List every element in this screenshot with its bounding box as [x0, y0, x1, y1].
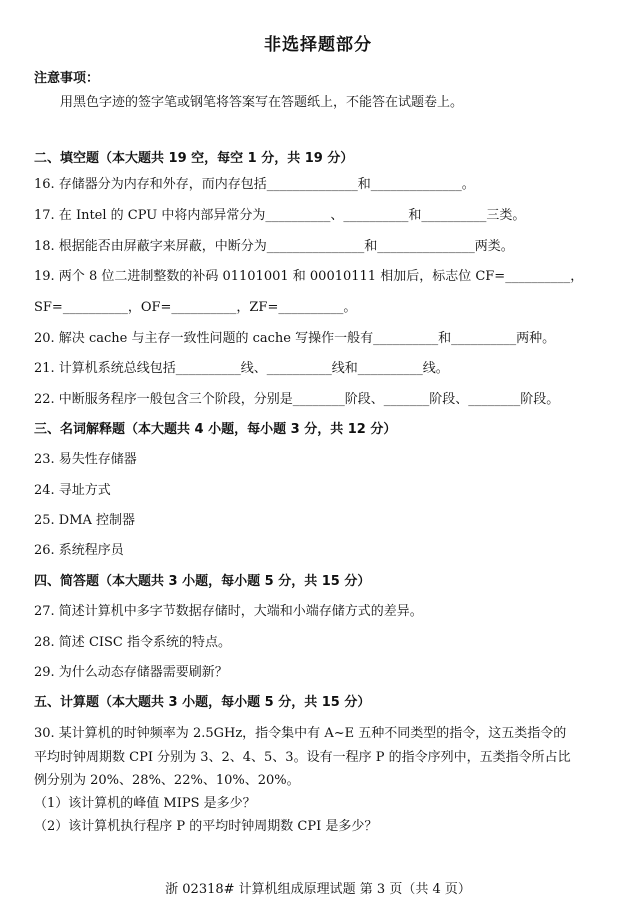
- calc-section-heading: 五、计算题（本大题共 3 小题，每小题 5 分，共 15 分）: [34, 695, 371, 710]
- question-20: 20. 解决 cache 与主存一致性问题的 cache 写操作一般有__________和__________两种。: [34, 331, 556, 346]
- question-18: 18. 根据能否由屏蔽字来屏蔽，中断分为_______________和_______________两类。: [34, 239, 514, 254]
- short-answer-section-heading: 四、简答题（本大题共 3 小题，每小题 5 分，共 15 分）: [34, 574, 371, 589]
- question-22: 22. 中断服务程序一般包含三个阶段，分别是________阶段、_______阶段、________阶段。: [34, 392, 560, 407]
- question-19-line2: SF=__________，OF=__________，ZF=__________。: [34, 300, 357, 315]
- page-footer: 浙 02318# 计算机组成原理试题 第 3 页（共 4 页）: [165, 882, 471, 897]
- terms-section-heading: 三、名词解释题（本大题共 4 小题，每小题 3 分，共 12 分）: [34, 422, 397, 437]
- question-17: 17. 在 Intel 的 CPU 中将内部异常分为__________、__________和__________三类。: [34, 208, 526, 223]
- question-30-line3: 例分别为 20%、28%、22%、10%、20%。: [34, 773, 300, 788]
- question-27: 27. 简述计算机中多字节数据存储时，大端和小端存储方式的差异。: [34, 604, 423, 619]
- fill-section-heading: 二、填空题（本大题共 19 空，每空 1 分，共 19 分）: [34, 151, 354, 166]
- question-30-sub2: （2）该计算机执行程序 P 的平均时钟周期数 CPI 是多少？: [34, 819, 378, 834]
- question-16: 16. 存储器分为内存和外存，而内存包括______________和______________。: [34, 177, 475, 192]
- question-25: 25. DMA 控制器: [34, 513, 136, 528]
- question-24: 24. 寻址方式: [34, 483, 111, 498]
- question-19-line1: 19. 两个 8 位二进制整数的补码 01101001 和 00010111 相加后，标志位 CF=__________，: [34, 269, 584, 284]
- question-28: 28. 简述 CISC 指令系统的特点。: [34, 635, 232, 650]
- question-21: 21. 计算机系统总线包括__________线、__________线和__________线。: [34, 361, 449, 376]
- question-23: 23. 易失性存储器: [34, 452, 137, 467]
- question-26: 26. 系统程序员: [34, 543, 124, 558]
- question-30-sub1: （1）该计算机的峰值 MIPS 是多少？: [34, 796, 256, 811]
- question-30-line1: 30. 某计算机的时钟频率为 2.5GHz，指令集中有 A~E 五种不同类型的指令，这五类指令的: [34, 726, 567, 741]
- question-29: 29. 为什么动态存储器需要刷新？: [34, 665, 228, 680]
- notice-text: 用黑色字迹的签字笔或钢笔将答案写在答题纸上，不能答在试题卷上。: [60, 95, 464, 110]
- page-title: 非选择题部分: [264, 35, 372, 55]
- notice-heading: 注意事项：: [34, 71, 100, 86]
- question-30-line2: 平均时钟周期数 CPI 分别为 3、2、4、5、3。设有一程序 P 的指令序列中，五类指令所占比: [34, 750, 571, 765]
